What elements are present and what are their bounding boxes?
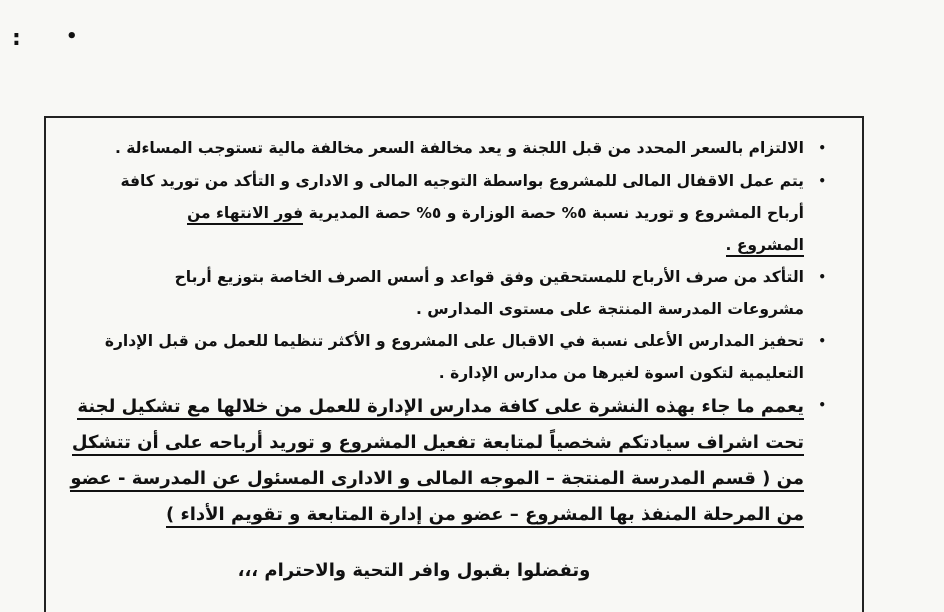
list-item bbox=[54, 389, 830, 533]
item-text-line bbox=[54, 461, 804, 497]
item-text-line bbox=[54, 497, 804, 533]
item-text-line bbox=[54, 197, 804, 229]
underlined-text: تحت اشراف سيادتكم شخصياً لمتابعة تفعيل المشروع و توريد أرباحه على أن تتشكل bbox=[72, 432, 804, 456]
bullet-icon: • bbox=[818, 141, 826, 155]
underlined-text: فور الانتهاء من bbox=[187, 204, 303, 225]
closing-greeting: وتفضلوا بقبول وافر التحية والاحترام ،،، bbox=[237, 560, 591, 581]
underlined-text: المشروع . bbox=[726, 236, 804, 257]
item-text-line bbox=[54, 425, 804, 461]
item-text: تحفيز المدارس الأعلى نسبة في الاقبال على المشروع و الأكثر تنظيما للعمل من قبل الإدارة bbox=[104, 332, 804, 350]
underlined-text: يعمم ما جاء بهذه النشرة على كافة مدارس الإدارة للعمل من خلالها مع تشكيل لجنة bbox=[77, 396, 804, 420]
underlined-text: من المرحلة المنفذ بها المشروع – عضو من إدارة المتابعة و تقويم الأداء ) bbox=[166, 504, 804, 528]
item-text-line bbox=[54, 229, 804, 261]
item-text: مشروعات المدرسة المنتجة على مستوى المدارس . bbox=[415, 300, 804, 318]
colon-mark: : bbox=[12, 26, 21, 51]
item-text: التأكد من صرف الأرباح للمستحقين وفق قواعد و أسس الصرف الخاصة بتوزيع أرباح bbox=[174, 268, 804, 286]
item-text-line bbox=[54, 389, 804, 425]
item-text: أرباح المشروع و توريد نسبة ٥% حصة الوزارة و ٥% حصة المديرية bbox=[308, 204, 804, 222]
bullet-icon: • bbox=[818, 174, 826, 188]
item-text: يتم عمل الاقفال المالى للمشروع بواسطة التوجيه المالى و الادارى و التأكد من توريد كافة bbox=[120, 172, 804, 190]
underlined-text: من ( قسم المدرسة المنتجة – الموجه المالى و الادارى المسئول عن المدرسة - عضو bbox=[70, 468, 804, 492]
instruction-list bbox=[54, 132, 830, 533]
dot-mark: • bbox=[66, 26, 78, 47]
list-item bbox=[54, 165, 830, 261]
bullet-icon: • bbox=[818, 270, 826, 284]
bullet-icon: • bbox=[818, 398, 826, 412]
list-item bbox=[54, 132, 830, 165]
list-item bbox=[54, 261, 830, 325]
item-text: الالتزام بالسعر المحدد من قبل اللجنة و يعد مخالفة السعر مخالفة مالية تستوجب المساءلة . bbox=[114, 139, 804, 157]
list-item bbox=[54, 325, 830, 389]
bullet-icon: • bbox=[818, 334, 826, 348]
item-text: التعليمية لتكون اسوة لغيرها من مدارس الإدارة . bbox=[438, 364, 804, 382]
